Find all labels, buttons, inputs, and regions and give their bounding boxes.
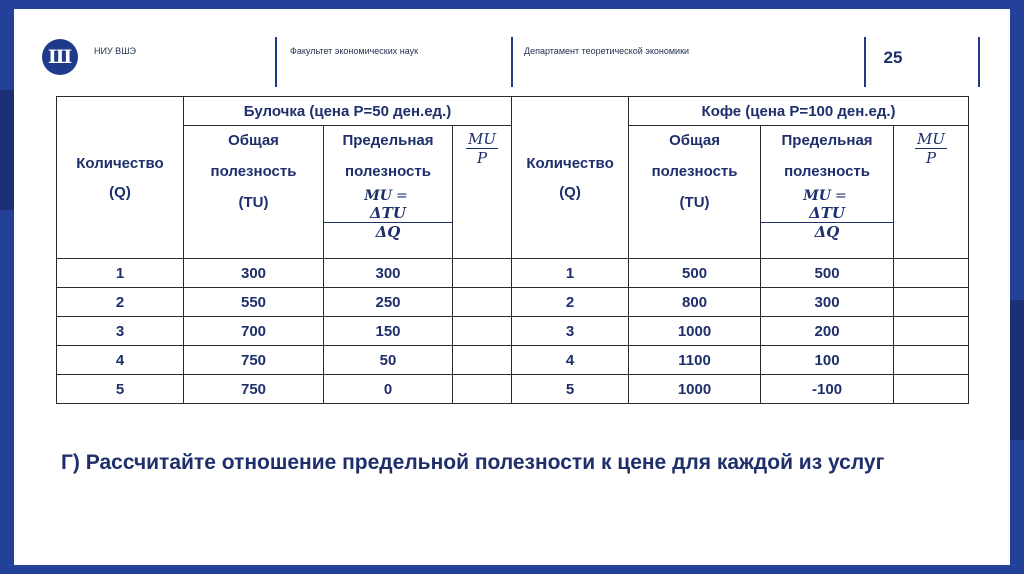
table-row bbox=[57, 317, 969, 346]
coffee-tu-cell: 1000 bbox=[629, 375, 761, 404]
coffee-mu-cell: 200 bbox=[761, 317, 894, 346]
table-row bbox=[57, 346, 969, 375]
bun-mu-cell: 300 bbox=[324, 259, 453, 288]
bun-mu-cell: 50 bbox=[324, 346, 453, 375]
coffee-mu-cell: -100 bbox=[761, 375, 894, 404]
ratio-formula: $\frac{MU}{P}$ bbox=[468, 130, 497, 167]
bun-quantity-cell: 5 bbox=[57, 375, 184, 404]
ratio-formula: $\frac{MU}{P}$ bbox=[917, 130, 946, 167]
coffee-quantity-header: Количество (Q) bbox=[512, 97, 629, 259]
bun-ratio-cell bbox=[453, 375, 512, 404]
bun-quantity-cell: 2 bbox=[57, 288, 184, 317]
coffee-tu-cell: 800 bbox=[629, 288, 761, 317]
mu-formula: MU = ΔTU ΔQ bbox=[761, 188, 893, 241]
coffee-ratio-cell bbox=[894, 288, 969, 317]
coffee-ratio-cell bbox=[894, 317, 969, 346]
hse-logo: Ш bbox=[42, 39, 78, 75]
bun-tu-header: Общая полезность (TU) bbox=[184, 126, 324, 259]
bun-tu-cell: 750 bbox=[184, 375, 324, 404]
coffee-mu-header: Предельная полезность MU = ΔTU ΔQ bbox=[761, 126, 894, 259]
coffee-mu-cell: 500 bbox=[761, 259, 894, 288]
coffee-tu-cell: 1100 bbox=[629, 346, 761, 375]
coffee-quantity-cell: 3 bbox=[512, 317, 629, 346]
header-divider-3 bbox=[864, 37, 866, 87]
bun-quantity-cell: 3 bbox=[57, 317, 184, 346]
coffee-ratio-cell bbox=[894, 259, 969, 288]
org-name: НИУ ВШЭ bbox=[94, 46, 136, 56]
bun-mu-cell: 0 bbox=[324, 375, 453, 404]
table-row bbox=[57, 288, 969, 317]
coffee-quantity-cell: 5 bbox=[512, 375, 629, 404]
header-divider-1 bbox=[275, 37, 277, 87]
bun-tu-cell: 750 bbox=[184, 346, 324, 375]
frame-decoration-left bbox=[0, 90, 14, 210]
coffee-mu-cell: 100 bbox=[761, 346, 894, 375]
department-name: Департамент теоретической экономики bbox=[524, 46, 690, 56]
coffee-ratio-cell bbox=[894, 346, 969, 375]
frame-decoration-right bbox=[1010, 300, 1024, 440]
coffee-tu-header: Общая полезность (TU) bbox=[629, 126, 761, 259]
mu-formula: MU = ΔTU ΔQ bbox=[324, 188, 452, 241]
coffee-quantity-cell: 4 bbox=[512, 346, 629, 375]
bun-tu-cell: 300 bbox=[184, 259, 324, 288]
coffee-quantity-cell: 2 bbox=[512, 288, 629, 317]
coffee-tu-cell: 500 bbox=[629, 259, 761, 288]
bun-tu-cell: 550 bbox=[184, 288, 324, 317]
page-number: 25 bbox=[883, 48, 903, 67]
coffee-quantity-cell: 1 bbox=[512, 259, 629, 288]
bun-mu-header: Предельная полезность MU = ΔTU ΔQ bbox=[324, 126, 453, 259]
utility-table bbox=[56, 96, 969, 404]
bun-tu-cell: 700 bbox=[184, 317, 324, 346]
bun-mu-cell: 250 bbox=[324, 288, 453, 317]
faculty-name: Факультет экономических наук bbox=[290, 46, 419, 56]
bun-quantity-cell: 4 bbox=[57, 346, 184, 375]
bun-quantity-cell: 1 bbox=[57, 259, 184, 288]
coffee-ratio-header bbox=[894, 126, 969, 259]
bun-ratio-header bbox=[453, 126, 512, 259]
task-text: Г) Рассчитайте отношение предельной полезности к цене для каждой из услуг bbox=[61, 451, 885, 474]
bun-ratio-cell bbox=[453, 288, 512, 317]
table-row bbox=[57, 259, 969, 288]
slide bbox=[14, 9, 1010, 565]
coffee-tu-cell: 1000 bbox=[629, 317, 761, 346]
header-divider-2 bbox=[511, 37, 513, 87]
bun-ratio-cell bbox=[453, 346, 512, 375]
header-divider-4 bbox=[978, 37, 980, 87]
bun-quantity-header: Количество (Q) bbox=[57, 97, 184, 259]
coffee-mu-cell: 300 bbox=[761, 288, 894, 317]
bun-ratio-cell bbox=[453, 259, 512, 288]
bun-group-header: Булочка (цена P=50 ден.ед.) bbox=[184, 97, 512, 126]
bun-mu-cell: 150 bbox=[324, 317, 453, 346]
bun-ratio-cell bbox=[453, 317, 512, 346]
table-row bbox=[57, 375, 969, 404]
coffee-group-header: Кофе (цена P=100 ден.ед.) bbox=[629, 97, 969, 126]
table-header-row-1 bbox=[57, 97, 969, 126]
coffee-ratio-cell bbox=[894, 375, 969, 404]
